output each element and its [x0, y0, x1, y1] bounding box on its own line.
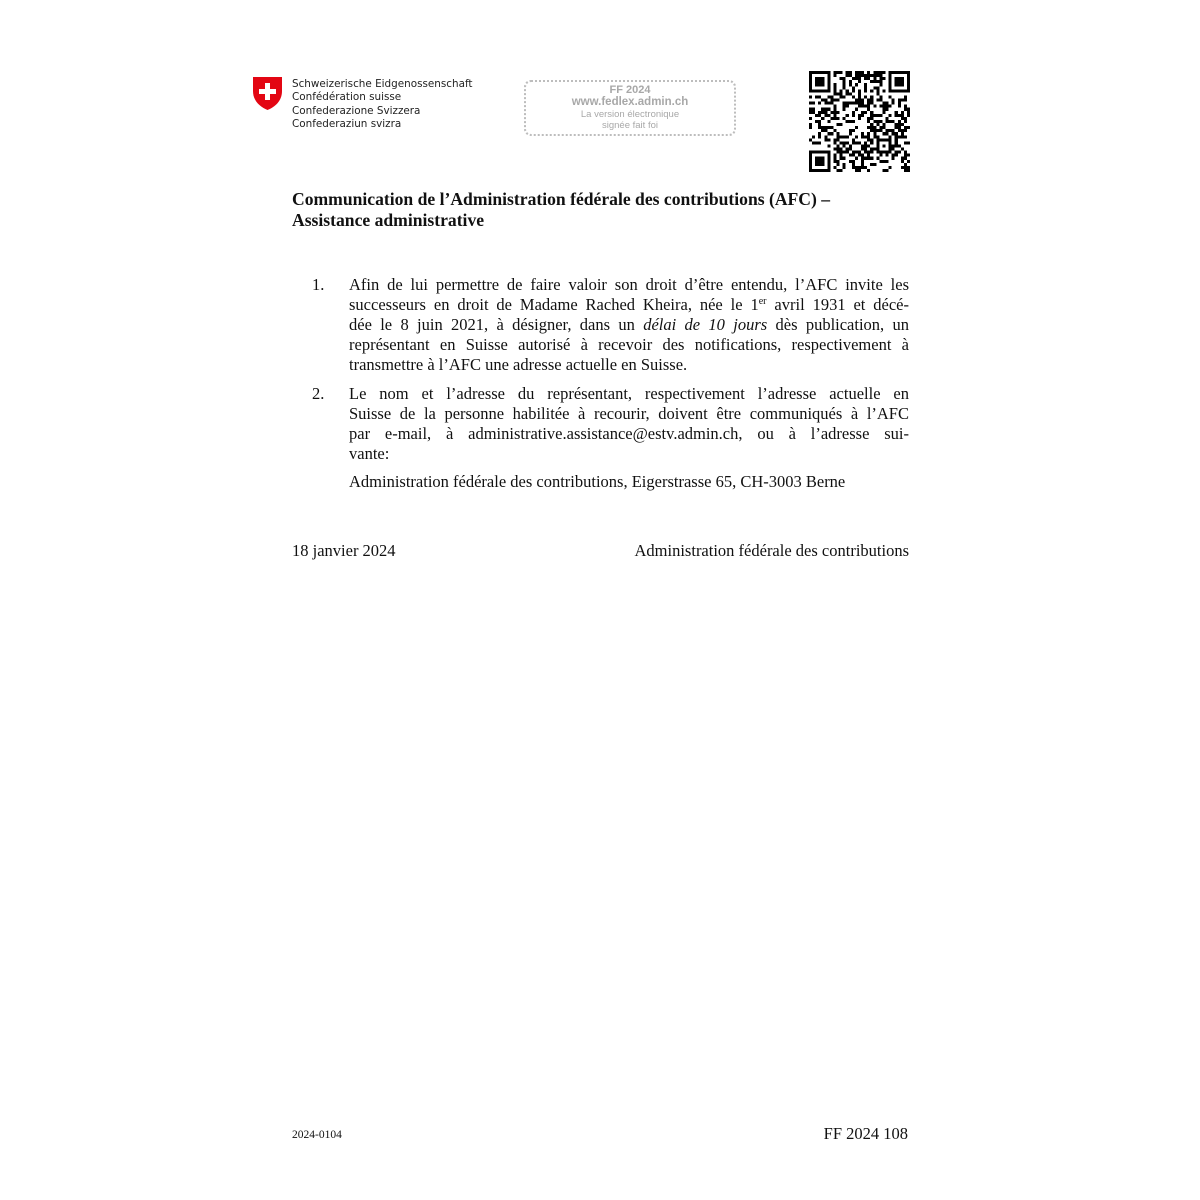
- list-item-1: [292, 275, 909, 375]
- deadline-emphasis: délai de 10 jours: [643, 315, 768, 334]
- title-line-1: Communication de l’Administration fédérale des contributions (AFC) –: [292, 189, 831, 209]
- text-line: [349, 315, 909, 335]
- stamp-url: www.fedlex.admin.ch: [571, 96, 689, 108]
- text-segment: dès publication, un: [767, 315, 909, 334]
- list-item-number: 2.: [312, 384, 325, 403]
- signature-stamp: [524, 80, 736, 136]
- text-line: par e-mail, à administrative.assistance@estv.admin.ch, ou à l’adresse sui-: [349, 424, 909, 443]
- postal-address: Administration fédérale des contributions, Eigerstrasse 65, CH-3003 Berne: [349, 472, 846, 491]
- text-segment: successeurs en droit de Madame Rached Kheira, née le 1: [349, 295, 759, 314]
- stamp-note-line1: La version électronique: [580, 109, 680, 120]
- list-item-text: [349, 384, 909, 464]
- text-line: représentant en Suisse autorisé à recevoir des notifications, respectivement à: [349, 335, 909, 354]
- confederation-name-it: Confederazione Svizzera: [292, 104, 421, 117]
- text-line: Suisse de la personne habilitée à recourir, doivent être communiqués à l’AFC: [349, 404, 909, 423]
- text-line: vante:: [349, 444, 390, 463]
- list-item-2: [292, 384, 909, 464]
- title-line-2: Assistance administrative: [292, 209, 485, 230]
- swiss-cross-icon: [252, 76, 283, 111]
- superscript: er: [758, 296, 767, 307]
- list-item-text: [349, 275, 909, 375]
- confederation-names: [292, 78, 473, 132]
- stamp-issue: FF 2024: [609, 84, 651, 96]
- footer-reference: 2024-0104: [292, 1129, 342, 1141]
- confederation-name-de: Schweizerische Eidgenossenschaft: [292, 78, 473, 90]
- issuing-authority: Administration fédérale des contributions: [634, 541, 909, 560]
- list-item-number: 1.: [312, 275, 325, 294]
- qr-code-icon: [809, 71, 910, 172]
- footer-page-ref: FF 2024 108: [823, 1124, 908, 1143]
- text-line: [349, 295, 909, 315]
- text-line: Le nom et l’adresse du représentant, respectivement l’adresse actuelle en: [349, 384, 909, 403]
- stamp-note-line2: signée fait foi: [602, 120, 658, 131]
- text-segment: dée le 8 juin 2021, à désigner, dans un: [349, 315, 644, 334]
- text-segment: avril 1931 et décé-: [766, 295, 910, 314]
- confederation-name-fr: Confédération suisse: [292, 91, 402, 104]
- confederation-name-rm: Confederaziun svizra: [292, 118, 402, 131]
- text-line: transmettre à l’AFC une adresse actuelle en Suisse.: [349, 355, 688, 374]
- document-title: [292, 189, 917, 230]
- document-date: 18 janvier 2024: [292, 541, 396, 560]
- text-line: Afin de lui permettre de faire valoir son droit d’être entendu, l’AFC invite les: [349, 275, 909, 294]
